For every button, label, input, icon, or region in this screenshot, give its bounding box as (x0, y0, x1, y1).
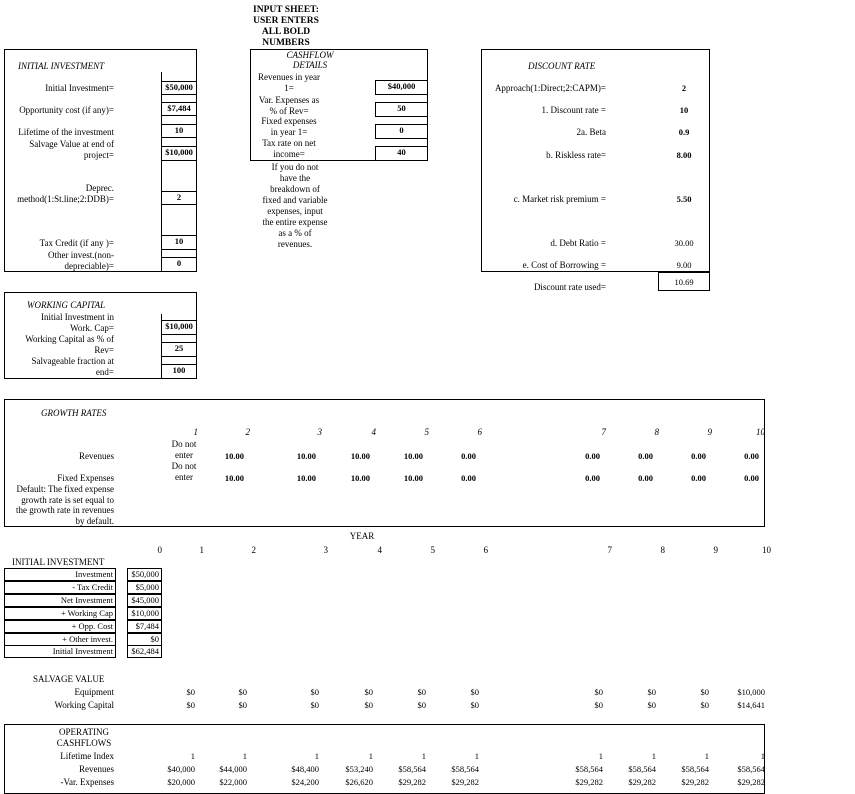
wc-pct-label (0, 334, 114, 355)
ii-row-value: $45,000 (127, 594, 162, 607)
depreciation-method-label-line2: method(1:St.line;2:DDB)= (17, 193, 114, 204)
sv-equipment-value: $0 (594, 687, 603, 697)
sv-working-capital-value: $0 (186, 700, 195, 710)
lifetime-index-value: 1 (760, 751, 765, 761)
sv-working-capital-value: $0 (594, 700, 603, 710)
discount-rate-input[interactable]: 10 (679, 105, 689, 115)
beta-label: 2a. Beta (576, 127, 606, 137)
year-number: 9 (713, 545, 718, 555)
tax-rate-label-line1: Tax rate on net (262, 138, 316, 148)
wc-pct-label-line2: Rev= (94, 344, 114, 355)
year-number: 6 (483, 545, 488, 555)
ocf-revenue-value: $53,240 (345, 764, 373, 774)
lifetime-index-value: 1 (651, 751, 656, 761)
growth-rates-title: GROWTH RATES (41, 408, 107, 418)
growth-fixed-input[interactable]: 10.00 (350, 473, 370, 483)
growth-fixed-input[interactable]: 0.00 (691, 473, 706, 483)
header-line-3: ALL BOLD (261, 27, 311, 37)
ocf-revenue-value: $44,000 (219, 764, 247, 774)
riskless-rate-label: b. Riskless rate= (546, 150, 606, 160)
ocf-revenue-value: $48,400 (291, 764, 319, 774)
ocf-var-expense-value: $29,282 (628, 777, 656, 787)
ii-row-value: $0 (127, 633, 162, 646)
ocf-var-expense-value: $29,282 (575, 777, 603, 787)
lifetime-index-value: 1 (704, 751, 709, 761)
var-expenses-label (250, 95, 328, 116)
growth-year-header: 1 (193, 427, 198, 437)
cashflow-note-line: fixed and variable (262, 195, 328, 205)
debt-ratio-input[interactable]: 30.00 (674, 238, 694, 248)
growth-fixed-input[interactable]: 0.00 (585, 473, 600, 483)
var-expenses-label-line2: % of Rev= (269, 105, 309, 116)
cashflow-note-line: as a % of (278, 228, 312, 238)
depreciation-method-input[interactable]: 2 (161, 191, 197, 205)
growth-year-header: 2 (245, 427, 250, 437)
ocf-var-expense-value: $20,000 (167, 777, 195, 787)
growth-note-line: the growth rate in revenues (16, 505, 114, 515)
header-line-4: NUMBERS (262, 38, 310, 48)
ii-row-value: $5,000 (127, 581, 162, 594)
sv-working-capital-label: Working Capital (54, 700, 114, 710)
wc-salvage-label-line2: end= (95, 366, 114, 377)
approach-input[interactable]: 2 (681, 83, 687, 93)
lifetime-label: Lifetime of the investment (18, 127, 114, 137)
salvage-value-title: SALVAGE VALUE (33, 674, 105, 684)
ocf-var-expense-value: $22,000 (219, 777, 247, 787)
lifetime-index-value: 1 (242, 751, 247, 761)
cashflow-note-line: the entire expense (262, 217, 328, 227)
ii-row-label: - Tax Credit (4, 581, 116, 594)
growth-year-header: 6 (477, 427, 482, 437)
ii-row-label: + Other invest. (4, 633, 116, 646)
wc-pct-input[interactable]: 25 (161, 342, 197, 357)
ocf-var-expense-value: $24,200 (291, 777, 319, 787)
growth-year-header: 7 (601, 427, 606, 437)
growth-revenues-label: Revenues (79, 451, 114, 461)
ocf-var-expense-value: $29,282 (681, 777, 709, 787)
cashflow-note (250, 162, 340, 250)
sv-equipment-value: $10,000 (737, 687, 765, 697)
year-number: 0 (157, 545, 162, 555)
cashflow-note-line: breakdown of (270, 184, 320, 194)
sheet-header (240, 5, 332, 49)
growth-fixed-label: Fixed Expenses (57, 473, 114, 483)
wc-pct-label-line1: Working Capital as % of (25, 334, 114, 344)
wc-initial-label-line1: Initial Investment in (41, 312, 114, 322)
growth-note-line: by default. (75, 515, 114, 526)
lifetime-index-value: 1 (314, 751, 319, 761)
sv-equipment-value: $0 (310, 687, 319, 697)
equipment-label: Equipment (74, 687, 114, 697)
sv-working-capital-value: $0 (364, 700, 373, 710)
ocf-revenues-label: Revenues (79, 764, 114, 774)
ii-row-label: Investment (4, 568, 116, 581)
do-not-enter-line2: enter (175, 471, 193, 482)
growth-year-header: 8 (654, 427, 659, 437)
ocf-var-expense-value: $29,282 (398, 777, 426, 787)
growth-revenue-input[interactable]: 0.00 (638, 451, 653, 461)
ii-row-label: Initial Investment (4, 645, 116, 658)
sv-equipment-value: $0 (647, 687, 656, 697)
header-line-2: USER ENTERS (253, 16, 319, 26)
beta-input[interactable]: 0.9 (678, 127, 690, 137)
lifetime-index-value: 1 (190, 751, 195, 761)
sv-working-capital-value: $0 (238, 700, 247, 710)
ii-row-value: $10,000 (127, 607, 162, 620)
lifetime-index-value: 1 (598, 751, 603, 761)
fixed-expenses-label-line2: in year 1= (270, 126, 308, 137)
wc-salvage-label (0, 356, 114, 377)
tax-rate-label (250, 138, 328, 159)
growth-fixed-input[interactable]: 0.00 (461, 473, 476, 483)
cashflow-note-line: revenues. (277, 239, 313, 249)
ocf-var-expense-value: $29,282 (737, 777, 765, 787)
growth-fixed-input[interactable]: 0.00 (744, 473, 759, 483)
do-not-enter-fixed (166, 461, 202, 482)
lifetime-index-value: 1 (474, 751, 479, 761)
var-expenses-input[interactable]: 50 (375, 102, 428, 117)
growth-revenue-input[interactable]: 0.00 (744, 451, 759, 461)
ocf-revenue-value: $58,564 (575, 764, 603, 774)
year-number: 4 (377, 545, 382, 555)
depreciation-method-label (0, 183, 114, 204)
initial-investment-title: INITIAL INVESTMENT (18, 61, 105, 71)
salvage-value-label-line1: Salvage Value at end of (29, 139, 114, 149)
year-number: 2 (251, 545, 256, 555)
initial-investment-input[interactable]: $50,000 (161, 81, 197, 95)
ocf-title-line2: CASHFLOWS (56, 738, 112, 748)
tax-rate-label-line2: income= (273, 148, 305, 159)
discount-rate-title: DISCOUNT RATE (528, 61, 596, 71)
growth-default-note (0, 484, 114, 526)
revenues-year1-input[interactable]: $40,000 (375, 80, 428, 95)
lifetime-index-value: 1 (421, 751, 426, 761)
lifetime-index-value: 1 (368, 751, 373, 761)
other-invest-label-line1: Other invest.(non- (48, 250, 114, 260)
growth-note-line: growth rate is set equal to (21, 494, 114, 505)
growth-revenue-input[interactable]: 10.00 (296, 451, 316, 461)
ii-row-label: + Working Cap (4, 607, 116, 620)
growth-fixed-input[interactable]: 0.00 (638, 473, 653, 483)
growth-year-header: 3 (317, 427, 322, 437)
sv-working-capital-value: $0 (470, 700, 479, 710)
ocf-revenue-value: $58,564 (398, 764, 426, 774)
discount-rate-used-value: 10.69 (658, 272, 710, 291)
ocf-var-expense-value: $26,620 (345, 777, 373, 787)
growth-year-header: 9 (707, 427, 712, 437)
ocf-var-expenses-label: -Var. Expenses (60, 777, 114, 787)
cashflow-note-line: have the (279, 173, 311, 183)
var-expenses-label-line1: Var. Expenses as (258, 95, 320, 105)
ocf-var-expense-value: $29,282 (451, 777, 479, 787)
fixed-expenses-input[interactable]: 0 (375, 124, 428, 139)
ii-row-value: $7,484 (127, 620, 162, 633)
salvage-value-input[interactable]: $10,000 (161, 146, 197, 161)
lifetime-index-label: Lifetime Index (60, 751, 114, 761)
header-line-1: INPUT SHEET: (253, 5, 319, 15)
growth-year-header: 10 (756, 427, 765, 437)
ii-row-label: + Opp. Cost (4, 620, 116, 633)
do-not-enter-revenues (166, 439, 202, 460)
growth-revenue-input[interactable]: 0.00 (461, 451, 476, 461)
operating-cashflows-title (44, 727, 124, 749)
cost-of-borrowing-input[interactable]: 9.00 (676, 260, 692, 270)
sv-working-capital-value: $0 (310, 700, 319, 710)
growth-revenue-input[interactable]: 0.00 (691, 451, 706, 461)
year-number: 3 (323, 545, 328, 555)
ii-row-value: $62,484 (127, 645, 162, 658)
wc-salvage-label-line1: Salvageable fraction at (31, 356, 114, 366)
debt-ratio-label: d. Debt Ratio = (550, 238, 606, 248)
sv-equipment-value: $0 (238, 687, 247, 697)
fixed-expenses-label-line1: Fixed expenses (261, 116, 317, 126)
cashflow-details-title (250, 50, 370, 70)
wc-initial-input[interactable]: $10,000 (161, 320, 197, 335)
growth-revenue-input[interactable]: 10.00 (224, 451, 244, 461)
growth-revenue-input[interactable]: 0.00 (585, 451, 600, 461)
sv-equipment-value: $0 (417, 687, 426, 697)
sv-equipment-value: $0 (186, 687, 195, 697)
ocf-revenue-value: $58,564 (737, 764, 765, 774)
initial-investment-table-title: INITIAL INVESTMENT (12, 557, 105, 567)
opportunity-cost-input[interactable]: $7,484 (161, 102, 197, 116)
ii-row-label: Net Investment (4, 594, 116, 607)
tax-credit-input[interactable]: 10 (161, 235, 197, 250)
other-invest-label (0, 250, 114, 271)
wc-initial-label-line2: Work. Cap= (70, 322, 114, 333)
year-number: 5 (430, 545, 435, 555)
revenues-year1-label-line1: Revenues in year (258, 72, 320, 82)
fixed-expenses-label (250, 116, 328, 137)
sv-working-capital-value: $0 (700, 700, 709, 710)
approach-label: Approach(1:Direct;2:CAPM)= (494, 83, 606, 93)
growth-year-header: 4 (371, 427, 376, 437)
sv-equipment-value: $0 (364, 687, 373, 697)
market-risk-premium-input[interactable]: 5.50 (676, 194, 692, 204)
ocf-revenue-value: $58,564 (681, 764, 709, 774)
cashflow-details-title-line1: CASHFLOW (286, 50, 334, 60)
year-label: YEAR (349, 531, 375, 541)
ocf-revenue-value: $58,564 (451, 764, 479, 774)
year-number: 7 (607, 545, 612, 555)
lifetime-input[interactable]: 10 (161, 124, 197, 138)
sv-equipment-value: $0 (700, 687, 709, 697)
growth-fixed-input[interactable]: 10.00 (296, 473, 316, 483)
other-invest-input[interactable]: 0 (161, 257, 197, 272)
growth-rates-panel (4, 399, 765, 527)
cost-of-borrowing-label: e. Cost of Borrowing = (522, 260, 606, 270)
salvage-value-label-line2: project= (83, 149, 114, 160)
depreciation-method-label-line1: Deprec. (85, 183, 114, 193)
cashflow-details-title-line2: DETAILS (292, 60, 328, 70)
year-number: 1 (199, 545, 204, 555)
revenues-year1-label (250, 72, 328, 93)
growth-year-header: 5 (424, 427, 429, 437)
discount-rate-label: 1. Discount rate = (541, 105, 606, 115)
discount-rate-used-label: Discount rate used= (533, 282, 606, 292)
year-number: 10 (762, 545, 771, 555)
ii-row-value: $50,000 (127, 568, 162, 581)
tax-rate-input[interactable]: 40 (375, 146, 428, 161)
opportunity-cost-label: Opportunity cost (if any)= (19, 105, 114, 115)
cashflow-note-line: expenses, input (267, 206, 323, 216)
initial-investment-label: Initial Investment= (45, 83, 114, 93)
do-not-enter-line1: Do not (171, 439, 197, 449)
growth-note-line: Default: The fixed expense (16, 484, 114, 494)
tax-credit-label: Tax Credit (if any )= (39, 238, 114, 248)
growth-revenue-input[interactable]: 10.00 (350, 451, 370, 461)
do-not-enter-line1: Do not (171, 461, 197, 471)
cashflow-note-line: If you do not (271, 162, 319, 172)
growth-fixed-input[interactable]: 10.00 (403, 473, 423, 483)
growth-revenue-input[interactable]: 10.00 (403, 451, 423, 461)
ocf-revenue-value: $40,000 (167, 764, 195, 774)
ocf-title-line1: OPERATING (58, 727, 109, 737)
sv-working-capital-value: $0 (647, 700, 656, 710)
riskless-rate-input[interactable]: 8.00 (676, 150, 692, 160)
do-not-enter-line2: enter (175, 449, 193, 460)
wc-initial-label (0, 312, 114, 333)
sv-working-capital-value: $14,641 (737, 700, 765, 710)
growth-fixed-input[interactable]: 10.00 (224, 473, 244, 483)
sv-working-capital-value: $0 (417, 700, 426, 710)
revenues-year1-label-line2: 1= (284, 82, 294, 93)
sv-equipment-value: $0 (470, 687, 479, 697)
wc-salvage-input[interactable]: 100 (161, 364, 197, 379)
salvage-value-label (0, 139, 114, 160)
year-number: 8 (660, 545, 665, 555)
working-capital-title: WORKING CAPITAL (27, 300, 106, 310)
ocf-revenue-value: $58,564 (628, 764, 656, 774)
market-risk-premium-label: c. Market risk premium = (513, 194, 606, 204)
other-invest-label-line2: depreciable)= (64, 260, 114, 271)
